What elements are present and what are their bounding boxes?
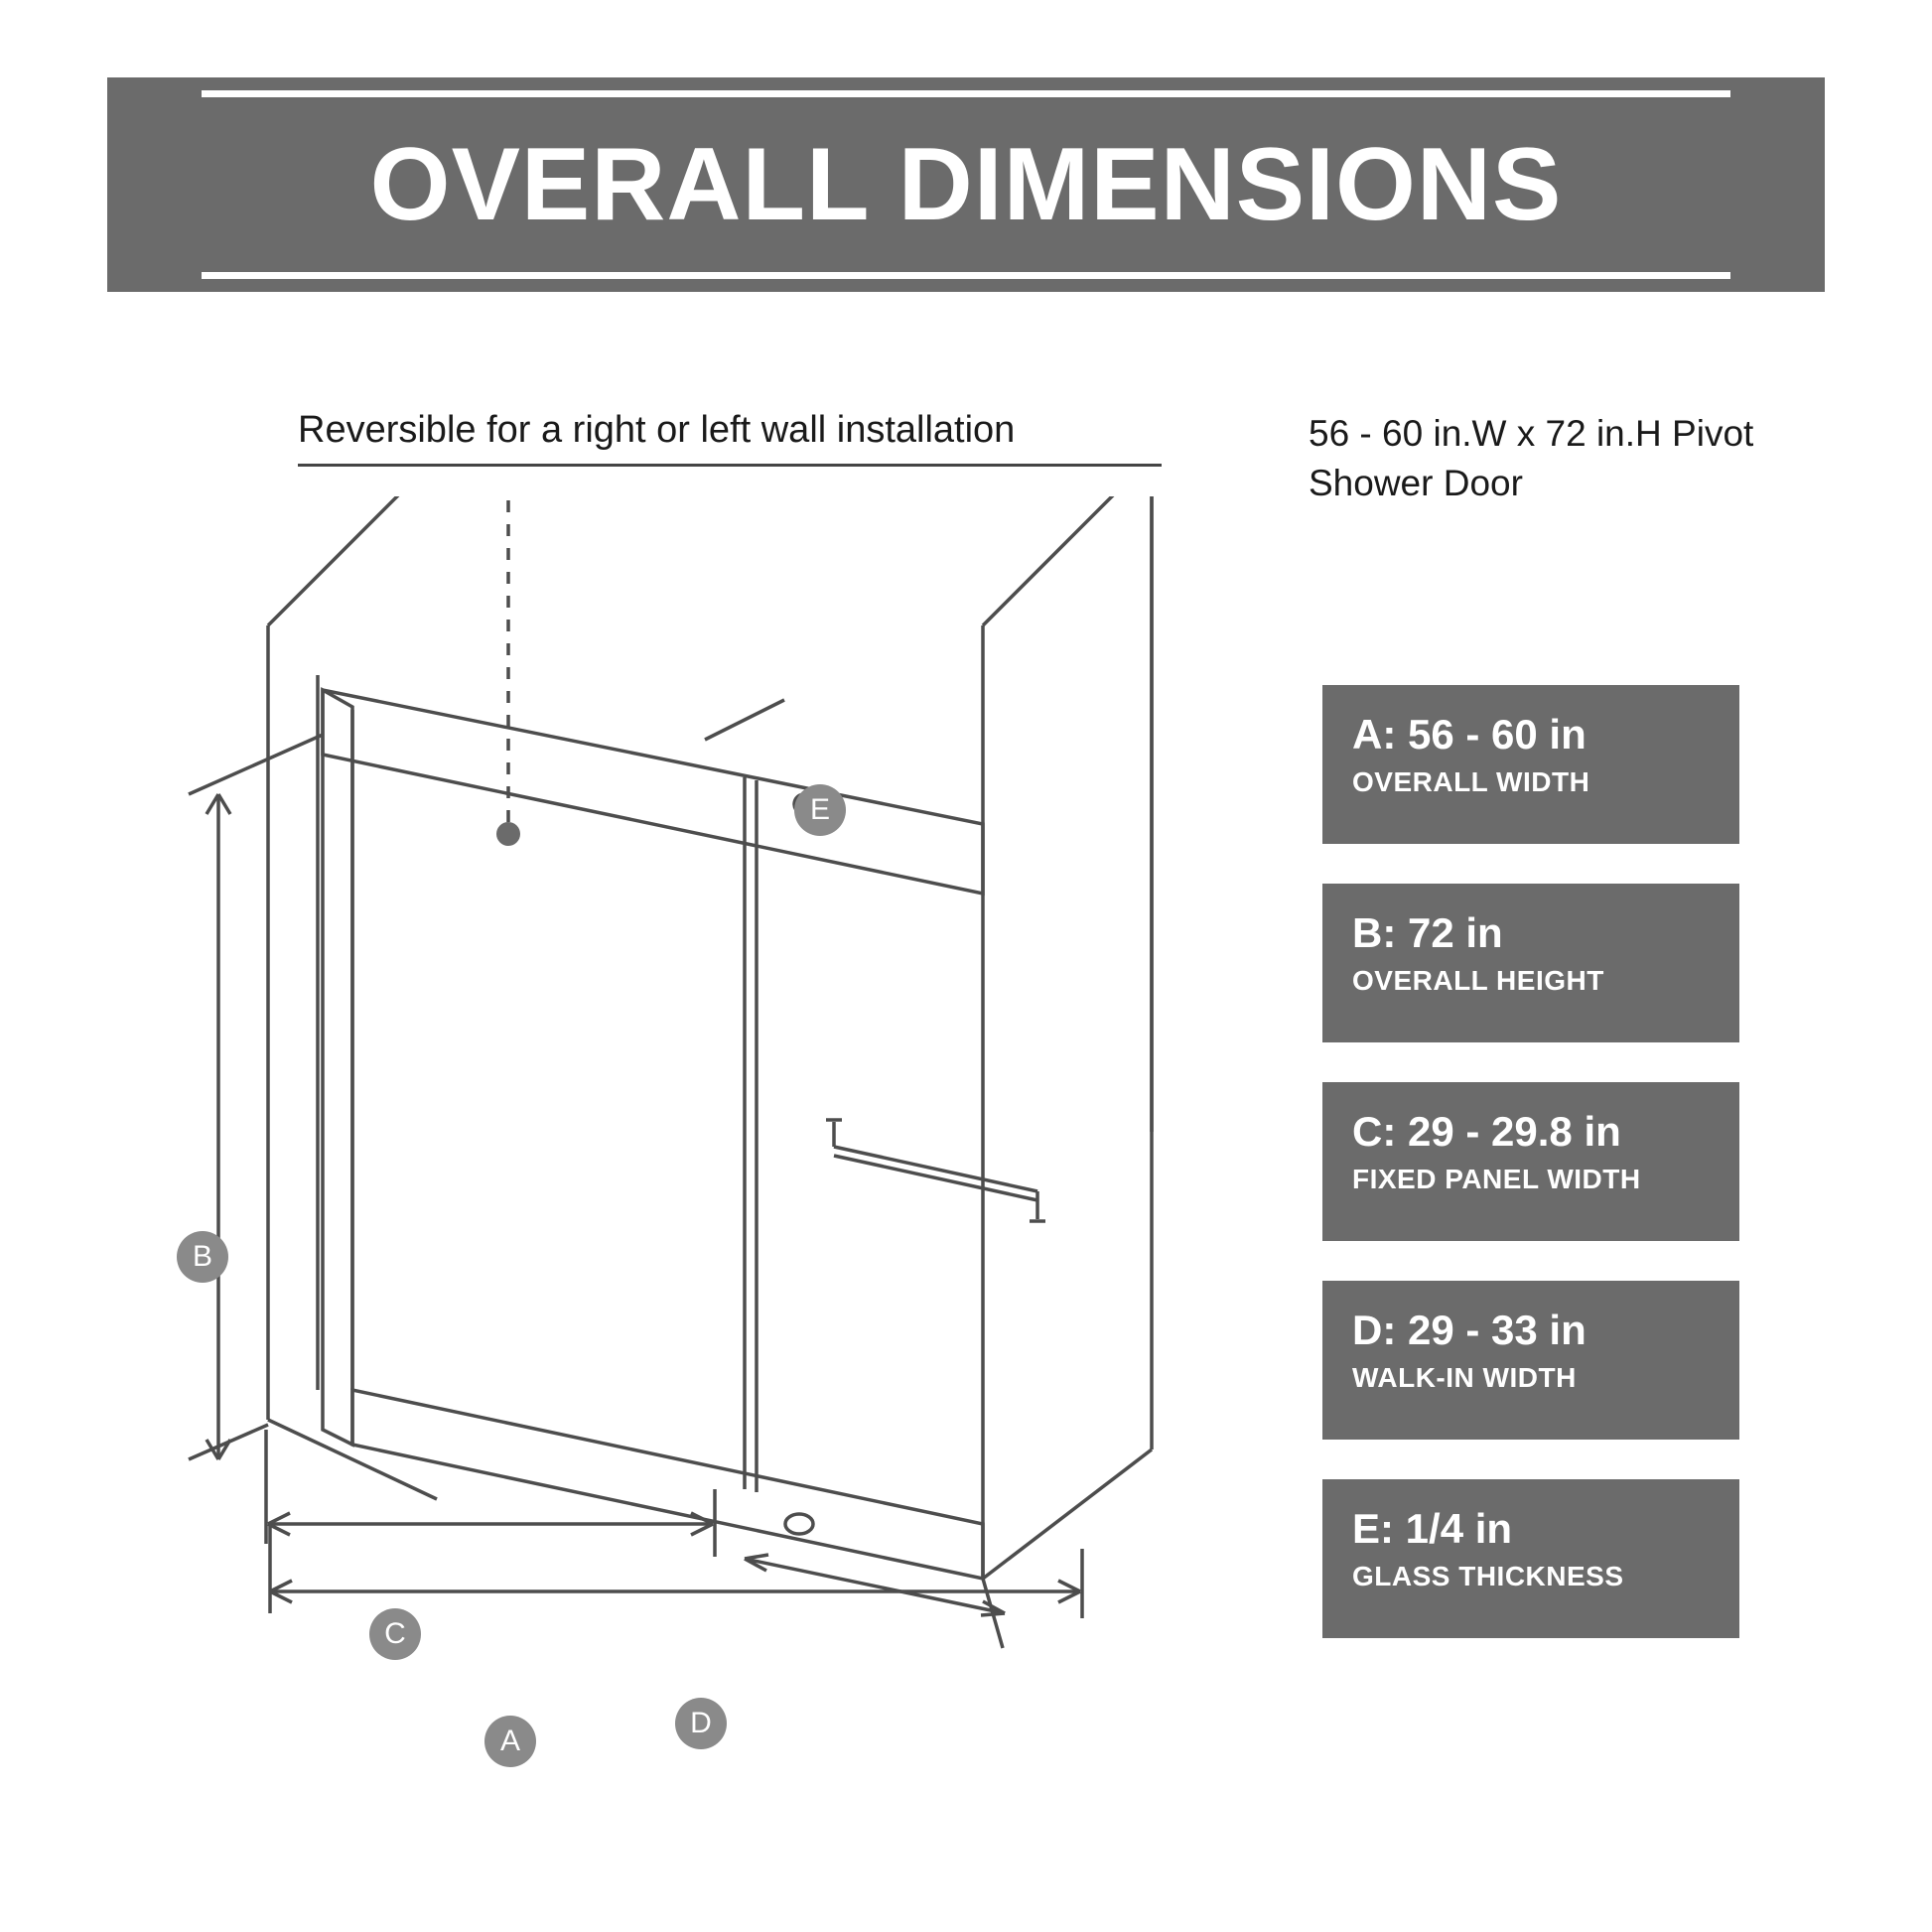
legend-item-a-label: OVERALL WIDTH (1352, 766, 1590, 798)
page-title: OVERALL DIMENSIONS (369, 127, 1563, 242)
product-title: 56 - 60 in.W x 72 in.H Pivot Shower Door (1309, 413, 1754, 503)
legend-item-e-label: GLASS THICKNESS (1352, 1561, 1624, 1592)
legend-item-c-label: FIXED PANEL WIDTH (1352, 1164, 1641, 1195)
bottom-rail (352, 1390, 983, 1579)
legend-item-e-value: E: 1/4 in (1352, 1505, 1513, 1552)
legend-item-a (1322, 685, 1739, 844)
callout-b: B (177, 1231, 228, 1283)
top-rail (323, 690, 983, 894)
alcove-top-edge (268, 496, 1152, 1132)
legend-item-a-value: A: 56 - 60 in (1352, 711, 1587, 758)
callout-e: E (794, 784, 846, 836)
reversible-note: Reversible for a right or left wall installation (298, 409, 1162, 467)
callout-a: A (484, 1716, 536, 1767)
legend-item-c-value: C: 29 - 29.8 in (1352, 1108, 1621, 1155)
door-handle (826, 1120, 1045, 1221)
dim-b-ext-bottom (189, 1425, 268, 1459)
legend-list (1322, 685, 1739, 1678)
bottom-pivot (785, 1514, 813, 1534)
legend-item-c (1322, 1082, 1739, 1241)
legend-item-d-label: WALK-IN WIDTH (1352, 1362, 1577, 1394)
legend-item-d (1322, 1281, 1739, 1440)
legend-item-d-value: D: 29 - 33 in (1352, 1307, 1587, 1353)
shower-door-drawing (149, 496, 1320, 1906)
legend-item-b-value: B: 72 in (1352, 909, 1503, 956)
callout-d: D (675, 1698, 727, 1749)
legend-item-b (1322, 884, 1739, 1042)
header-banner (107, 77, 1825, 292)
callout-c: C (369, 1608, 421, 1660)
legend-item-e (1322, 1479, 1739, 1638)
dim-b-ext-top (189, 735, 323, 794)
reversible-pivot-dot (496, 822, 520, 846)
left-vertical-frame (323, 690, 352, 1445)
callout-e-leader (705, 700, 784, 740)
header-banner-inner (202, 90, 1730, 279)
legend-item-b-label: OVERALL HEIGHT (1352, 965, 1604, 997)
dim-d-line (745, 1559, 1005, 1613)
